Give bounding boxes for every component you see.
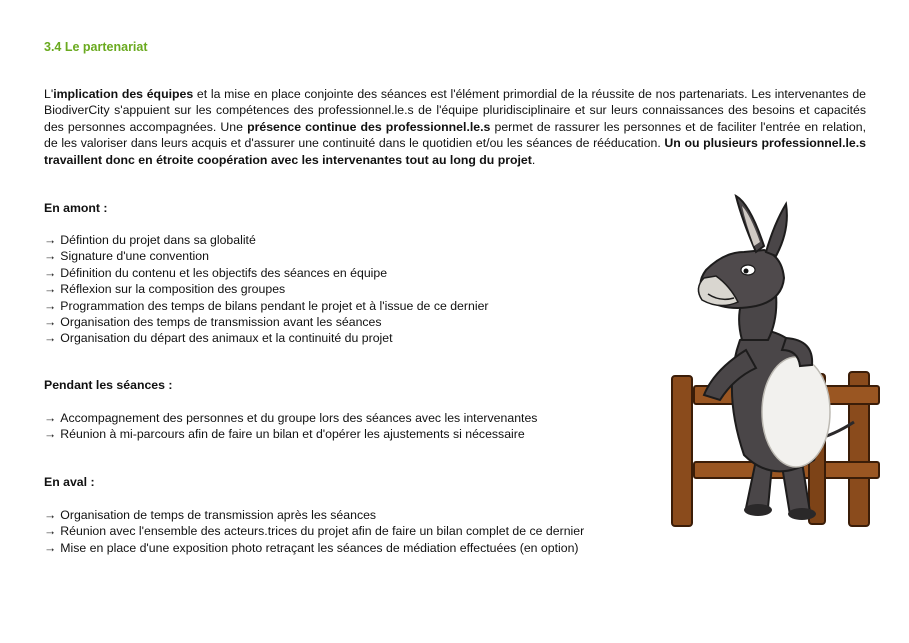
list-item: → Définition du contenu et les objectifs des séances en équipe — [44, 265, 388, 280]
list-item: → Programmation des temps de bilans pendant le projet et à l'issue de ce dernier — [44, 298, 489, 313]
intro-bold-2: présence continue des professionnel.le.s — [247, 119, 491, 134]
list-item: → Défintion du projet dans sa globalité — [44, 233, 256, 247]
donkey-on-fence-illustration — [664, 190, 884, 530]
list-item: → Organisation de temps de transmission après les séances — [44, 508, 377, 522]
intro-text-4: . — [531, 152, 536, 167]
arrow-right-icon: → — [44, 331, 57, 346]
list-item: → Réflexion sur la composition des groupes — [44, 282, 286, 297]
aval-title: En aval : — [44, 475, 95, 489]
arrow-right-icon: → — [44, 265, 57, 280]
pendant-list — [44, 410, 537, 443]
list-item: → Réunion avec l'ensemble des acteurs.trices du projet afin de faire un bilan complet de ce dernier — [44, 524, 585, 539]
amont-title: En amont : — [44, 201, 108, 215]
list-item: → Réunion à mi-parcours afin de faire un bilan et d'opérer les ajustements si nécessaire — [44, 427, 525, 442]
arrow-right-icon: → — [44, 540, 57, 555]
pendant-title: Pendant les séances : — [44, 378, 173, 392]
list-item: → Organisation des temps de transmission avant les séances — [44, 315, 382, 330]
list-item: → Mise en place d'une exposition photo retraçant les séances de médiation effectuées (en option) — [44, 540, 579, 555]
arrow-right-icon: → — [44, 411, 57, 425]
arrow-right-icon: → — [44, 282, 57, 297]
intro-paragraph — [44, 86, 866, 168]
section-title: 3.4 Le partenariat — [44, 40, 148, 54]
arrow-right-icon: → — [44, 233, 57, 247]
list-item: → Signature d'une convention — [44, 249, 209, 264]
arrow-right-icon: → — [44, 298, 57, 313]
arrow-right-icon: → — [44, 524, 57, 539]
amont-list — [44, 232, 489, 347]
list-item: → Organisation du départ des animaux et la continuité du projet — [44, 331, 393, 346]
intro-text-1: L' — [44, 87, 54, 101]
intro-bold-1: implication des équipes — [53, 87, 194, 101]
arrow-right-icon: → — [44, 315, 57, 330]
intro-text-3: permet de rassurer les personnes et de faciliter l'entrée en relation, de les valoriser dans leurs acquis et d'assurer une continuité dans le quotidien et/ou les séances de rééducation. — [44, 119, 867, 151]
arrow-right-icon: → — [44, 249, 57, 264]
arrow-right-icon: → — [44, 427, 57, 442]
arrow-right-icon: → — [44, 508, 57, 522]
aval-list — [44, 507, 584, 556]
list-item: → Accompagnement des personnes et du groupe lors des séances avec les intervenantes — [44, 411, 538, 425]
intro-bold-3: Un ou plusieurs professionnel.le.s travaillent donc en étroite coopération avec les intervenantes tout au long du projet — [44, 136, 866, 167]
intro-text-2: et la mise en place conjointe des séances est l'élément primordial de la réussite de nos partenariats. Les intervenantes de BiodiverCity s'appuient sur les compétences des professionnel.le.s de l'équipe pluridisciplinaire et sur leurs connaissances des besoins et capacités des personnes accompagnées. Une — [44, 87, 866, 134]
